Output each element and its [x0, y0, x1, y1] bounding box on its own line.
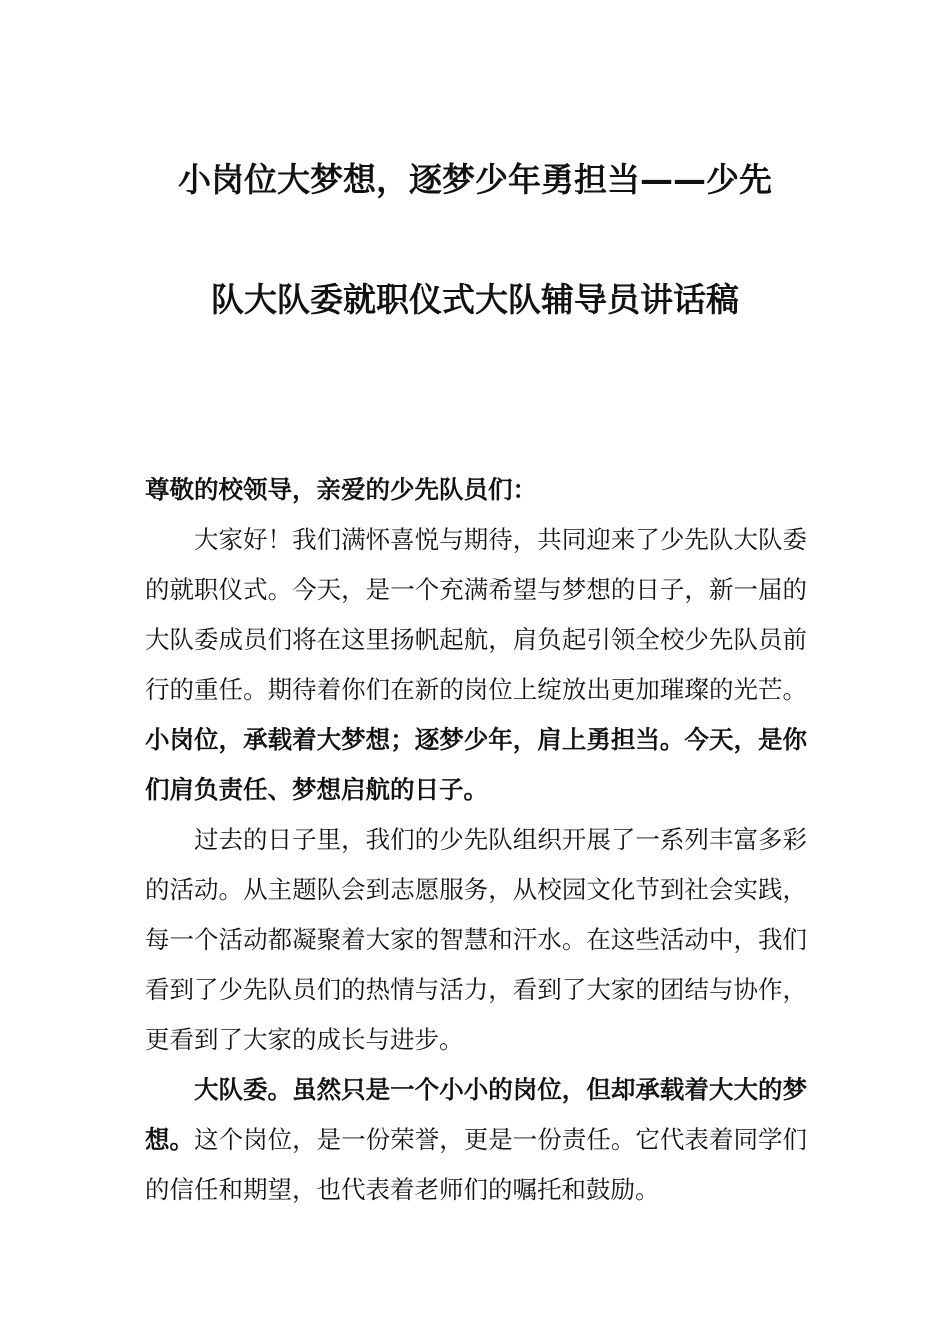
paragraph-3 [145, 1065, 807, 1215]
title-line-2: 队大队委就职仪式大队辅导员讲话稿 [211, 280, 739, 319]
document-body [145, 465, 807, 1215]
title-line-1: 小岗位大梦想，逐梦少年勇担当——少先 [178, 160, 772, 199]
paragraph-3-emphasis: 大队委。虽然只是一个小小的岗位，但却承载着大大的梦想。 [145, 1075, 807, 1154]
paragraph-1-text: 大家好！我们满怀喜悦与期待，共同迎来了少先队大队委的就职仪式。今天，是一个充满希望与梦想的日子，新一届的大队委成员们将在这里扬帆起航，肩负起引领全校少先队员前行的重任。期待着你们在新的岗位上绽放出更加璀璨的光芒。 [145, 525, 807, 704]
paragraph-2: 过去的日子里，我们的少先队组织开展了一系列丰富多彩的活动。从主题队会到志愿服务，从校园文化节到社会实践，每一个活动都凝聚着大家的智慧和汗水。在这些活动中，我们看到了少先队员们的热情与活力，看到了大家的团结与协作，更看到了大家的成长与进步。 [145, 825, 807, 1054]
paragraph-3-text: 这个岗位，是一份荣誉，更是一份责任。它代表着同学们的信任和期望，也代表着老师们的嘱托和鼓励。 [145, 1125, 808, 1204]
paragraph-1-emphasis: 小岗位，承载着大梦想；逐梦少年，肩上勇担当。今天，是你们肩负责任、梦想启航的日子。 [145, 725, 807, 804]
paragraph-1 [145, 515, 807, 815]
salutation: 尊敬的校领导，亲爱的少先队员们： [145, 475, 537, 504]
